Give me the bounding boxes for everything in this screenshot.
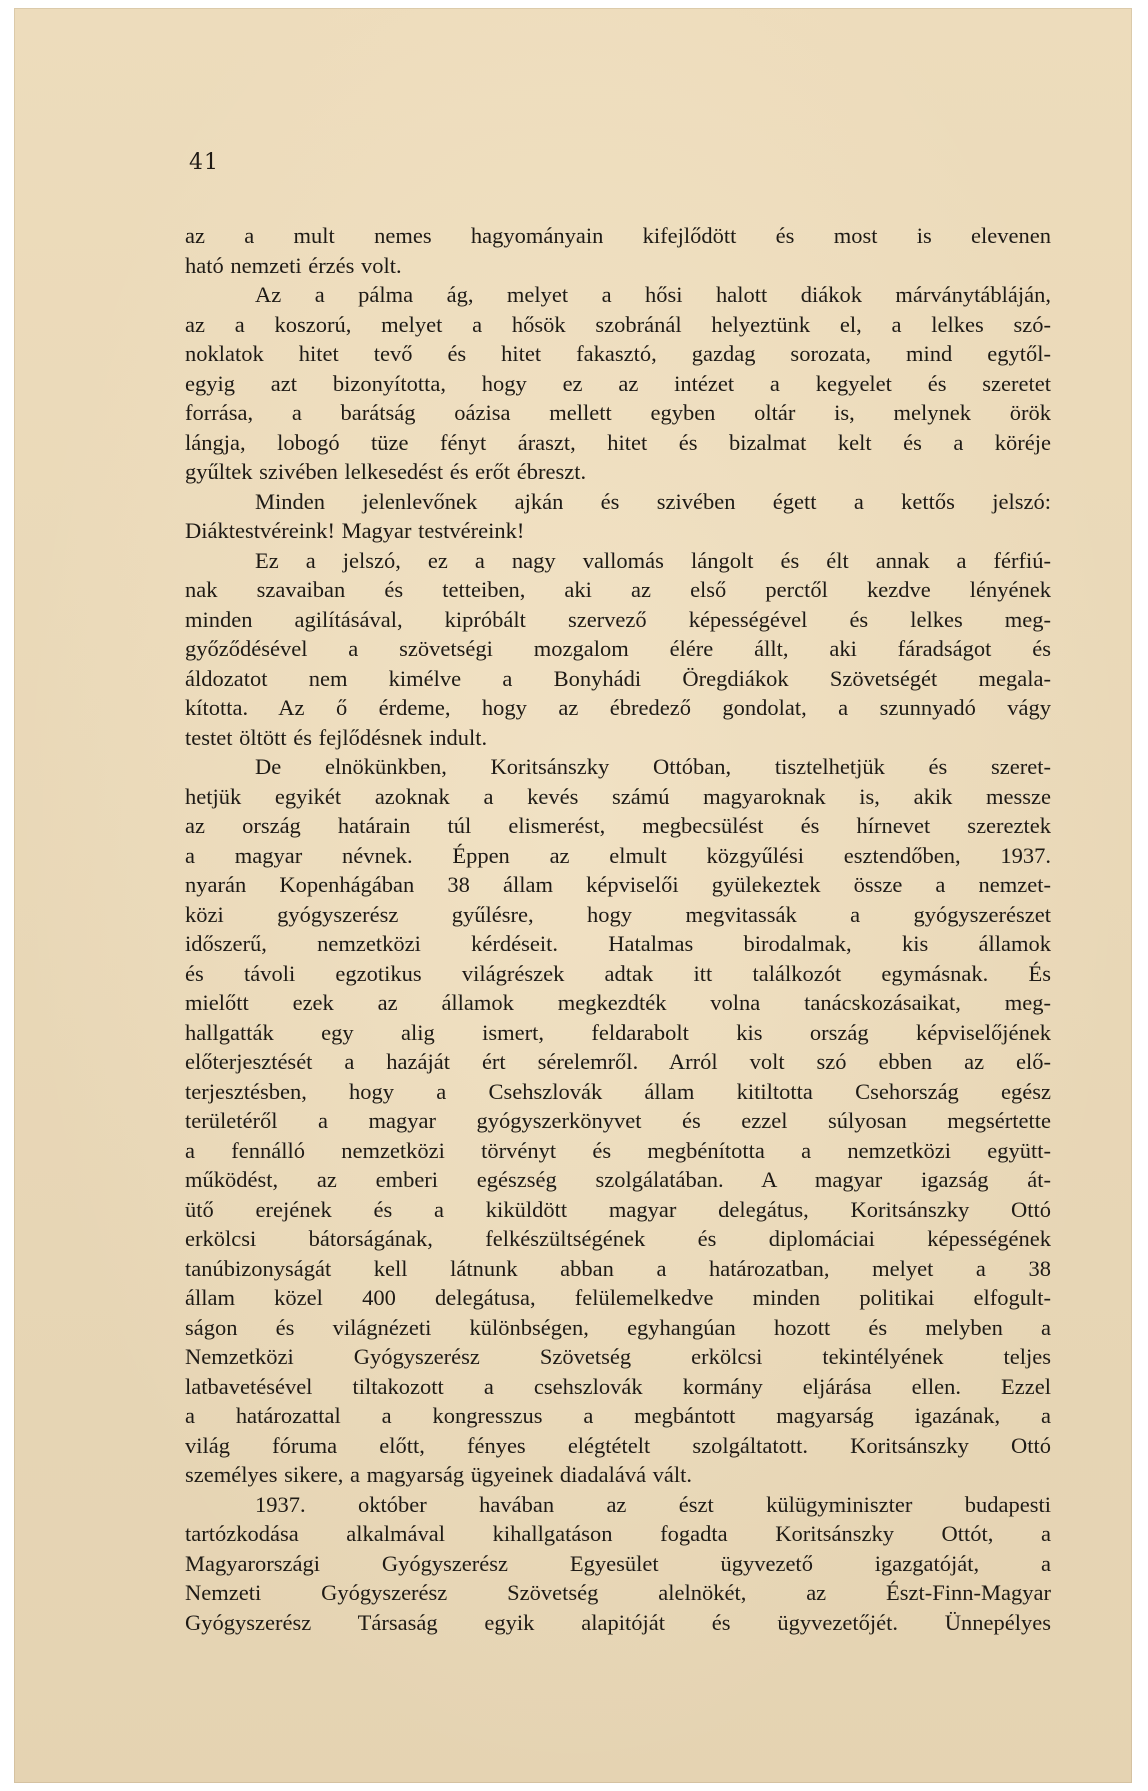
text-line: Ez a jelszó, ez a nagy vallomás lángolt és élt annak a férfiú- [255,547,1051,573]
text-line: győződésével a szövetségi mozgalom élére állt, aki fáradságot és [185,636,1051,661]
page-number: 41 [189,150,219,175]
text-line: Gyógyszerész Társaság egyik alapitóját és ügyvezetőjét. Ünnepélyes [185,1609,1051,1635]
text-line: az ország határain túl elismerést, megbecsülést és hírnevet szereztek [185,813,1051,838]
text-line: előterjesztését a hazáját ért sérelemről. Arról volt szó ebben az elő- [185,1049,1051,1074]
text-line: tartózkodása alkalmával kihallgatáson fogadta Koritsánszky Ottót, a [185,1521,1051,1546]
text-line: De elnökünkben, Koritsánszky Ottóban, tisztelhetjük és szeret- [255,754,1051,779]
text-line: időszerű, nemzetközi kérdéseit. Hatalmas birodalmak, kis államok [185,931,1051,956]
text-line: áldozatot nem kimélve a Bonyhádi Öregdiákok Szövetségét megala- [185,665,1051,691]
text-line: hetjük egyikét azoknak a kevés számú magyaroknak is, akik messze [185,783,1051,809]
text-line: az a koszorú, melyet a hősök szobránál helyeztünk el, a lelkes szó- [185,311,1051,337]
text-line: minden agilításával, kipróbált szervező képességével és lelkes meg- [185,606,1051,632]
text-line: nyarán Kopenhágában 38 állam képviselői gyülekeztek össze a nemzet- [185,872,1051,897]
text-line: ható nemzeti érzés volt. [185,252,402,278]
text-line: ságon és világnézeti különbségen, egyhangúan hozott és melyben a [185,1314,1051,1340]
text-line: nak szavaiban és tetteiben, aki az első perctől kezdve lényének [185,577,1051,602]
text-line: latbavetésével tiltakozott a csehszlovák kormány eljárása ellen. Ezzel [185,1373,1051,1399]
text-line: ütő erejének és a kiküldött magyar delegátus, Koritsánszky Ottó [185,1196,1051,1222]
text-line: forrása, a barátság oázisa mellett egyben oltár is, melynek örök [185,400,1051,425]
text-line: működést, az emberi egészség szolgálatában. A magyar igazság át- [185,1167,1051,1192]
text-line: területéről a magyar gyógyszerkönyvet és ezzel súlyosan megsértette [185,1108,1051,1133]
text-line: hallgatták egy alig ismert, feldarabolt kis ország képviselőjének [185,1019,1051,1045]
text-line: az a mult nemes hagyományain kifejlődött és most is elevenen [185,223,1051,248]
text-line: testet öltött és fejlődésnek indult. [185,724,488,750]
text-line: a határozattal a kongresszus a megbántott magyarság igazának, a [185,1403,1051,1428]
text-line: állam közel 400 delegátusa, felülemelkedve minden politikai elfogult- [185,1285,1051,1310]
text-line: terjesztésben, hogy a Csehszlovák állam kitiltotta Csehország egész [185,1078,1051,1104]
text-line: 1937. október havában az észt külügyminiszter budapesti [255,1491,1051,1517]
text-line: lángja, lobogó tüze fényt áraszt, hitet és bizalmat kelt és a köréje [185,429,1051,455]
text-line: Nemzetközi Gyógyszerész Szövetség erkölcsi tekintélyének teljes [185,1344,1051,1369]
text-line: Az a pálma ág, melyet a hősi halott diákok márványtábláján, [255,282,1051,307]
text-line: gyűltek szivében lelkesedést és erőt ébreszt. [185,459,587,484]
text-line: a magyar névnek. Éppen az elmult közgyűlési esztendőben, 1937. [185,842,1051,868]
text-line: egyig azt bizonyította, hogy ez az intézet a kegyelet és szeretet [185,370,1051,396]
body-text [185,221,1051,1637]
text-line: mielőtt ezek az államok megkezdték volna tanácskozásaikat, meg- [185,990,1051,1015]
text-line: a fennálló nemzetközi törvényt és megbénította a nemzetközi együtt- [185,1137,1051,1163]
text-line: Nemzeti Gyógyszerész Szövetség alelnökét, az Észt-Finn-Magyar [185,1580,1051,1605]
text-line: tanúbizonyságát kell látnunk abban a határozatban, melyet a 38 [185,1255,1051,1281]
text-line: világ fóruma előtt, fényes elégtételt szolgáltatott. Koritsánszky Ottó [185,1432,1051,1458]
text-line: Minden jelenlevőnek ajkán és szivében égett a kettős jelszó: [255,488,1051,514]
text-line: kította. Az ő érdeme, hogy az ébredező gondolat, a szunnyadó vágy [185,695,1051,720]
text-line: Magyarországi Gyógyszerész Egyesület ügyvezető igazgatóját, a [185,1550,1051,1576]
text-line: Diáktestvéreink! Magyar testvéreink! [185,518,525,543]
text-line: közi gyógyszerész gyűlésre, hogy megvitassák a gyógyszerészet [185,901,1051,927]
text-line: személyes sikere, a magyarság ügyeinek diadalává vált. [185,1462,693,1487]
text-line: erkölcsi bátorságának, felkészültségének és diplomáciai képességének [185,1226,1051,1251]
text-line: és távoli egzotikus világrészek adtak itt találkozót egymásnak. És [185,960,1051,986]
text-line: noklatok hitet tevő és hitet fakasztó, gazdag sorozata, mind egytől- [185,341,1051,366]
